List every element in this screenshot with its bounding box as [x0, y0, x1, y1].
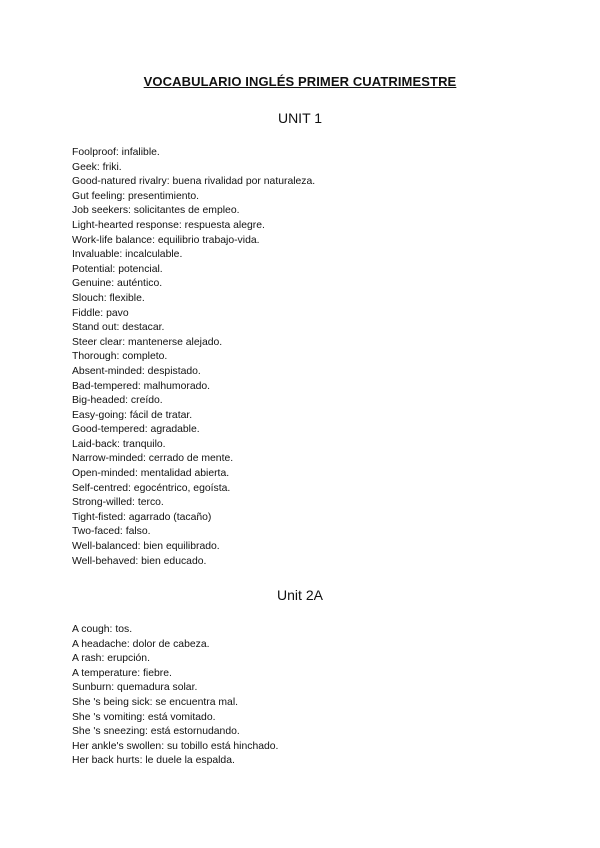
vocabulary-entry: Geek: friki.: [72, 161, 122, 173]
vocabulary-entry: Her ankle's swollen: su tobillo está hinchado.: [72, 740, 279, 752]
vocabulary-entry: She 's sneezing: está estornudando.: [72, 726, 240, 738]
vocabulary-entry: Open-minded: mentalidad abierta.: [72, 468, 230, 480]
vocabulary-entry: A temperature: fiebre.: [72, 667, 172, 679]
vocabulary-entry: Narrow-minded: cerrado de mente.: [72, 453, 234, 465]
vocabulary-entry: Laid-back: tranquilo.: [72, 438, 166, 450]
vocabulary-entry: Big-headed: creído.: [72, 395, 163, 407]
vocabulary-entry: Light-hearted response: respuesta alegre.: [72, 219, 265, 231]
document-title: VOCABULARIO INGLÉS PRIMER CUATRIMESTRE: [143, 74, 457, 89]
vocabulary-entry: A rash: erupción.: [72, 653, 150, 665]
unit-2a-heading: Unit 2A: [277, 587, 323, 603]
vocabulary-entry: Bad-tempered: malhumorado.: [72, 380, 211, 392]
vocabulary-entry: Work-life balance: equilibrio trabajo-vida.: [72, 234, 260, 246]
vocabulary-entry: She 's vomiting: está vomitado.: [72, 711, 216, 723]
vocabulary-entry: Thorough: completo.: [72, 351, 168, 363]
vocabulary-entry: Well-balanced: bien equilibrado.: [72, 541, 220, 553]
unit-1-vocabulary-list: [72, 146, 315, 569]
vocabulary-entry: Potential: potencial.: [72, 263, 163, 275]
vocabulary-entry: Good-tempered: agradable.: [72, 424, 200, 436]
vocabulary-entry: Foolproof: infalible.: [72, 147, 160, 158]
vocabulary-entry: Her back hurts: le duele la espalda.: [72, 755, 235, 767]
unit-2a-vocabulary-list: [72, 623, 278, 769]
vocabulary-entry: Fiddle: pavo: [72, 307, 129, 319]
vocabulary-entry: Tight-fisted: agarrado (tacaño): [72, 511, 212, 523]
unit-1-heading: UNIT 1: [277, 110, 323, 126]
vocabulary-entry: Self-centred: egocéntrico, egoísta.: [72, 482, 231, 494]
vocabulary-entry: Easy-going: fácil de tratar.: [72, 409, 193, 421]
vocabulary-entry: Slouch: flexible.: [72, 292, 145, 304]
vocabulary-entry: She 's being sick: se encuentra mal.: [72, 696, 239, 708]
vocabulary-entry: Stand out: destacar.: [72, 322, 165, 334]
vocabulary-entry: Gut feeling: presentimiento.: [72, 190, 200, 202]
vocabulary-entry: Steer clear: mantenerse alejado.: [72, 336, 223, 348]
vocabulary-entry: Job seekers: solicitantes de empleo.: [72, 205, 240, 217]
vocabulary-entry: Absent-minded: despistado.: [72, 365, 201, 377]
vocabulary-entry: Genuine: auténtico.: [72, 278, 163, 290]
vocabulary-entry: Strong-willed: terco.: [72, 497, 164, 509]
vocabulary-entry: Invaluable: incalculable.: [72, 249, 183, 261]
vocabulary-entry: Good-natured rivalry: buena rivalidad por naturaleza.: [72, 176, 316, 188]
vocabulary-entry: A headache: dolor de cabeza.: [72, 638, 210, 650]
vocabulary-entry: Two-faced: falso.: [72, 526, 151, 538]
vocabulary-entry: A cough: tos.: [72, 624, 133, 635]
vocabulary-entry: Well-behaved: bien educado.: [72, 555, 207, 567]
vocabulary-entry: Sunburn: quemadura solar.: [72, 682, 198, 694]
